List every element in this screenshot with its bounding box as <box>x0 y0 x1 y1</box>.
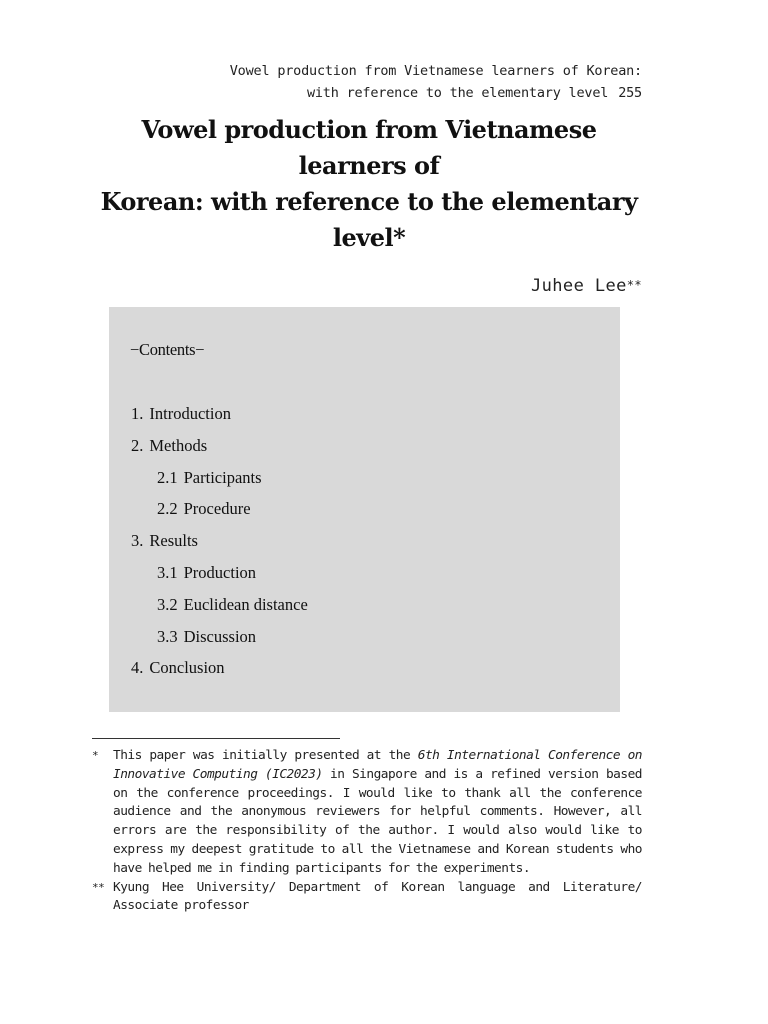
footnote-divider <box>92 738 340 739</box>
toc-item-introduction <box>131 403 308 435</box>
table-of-contents <box>131 403 308 689</box>
toc-label: Discussion <box>183 626 257 646</box>
contents-box <box>109 307 620 712</box>
toc-item-participants <box>131 467 308 499</box>
running-header-line-2 <box>82 82 642 104</box>
toc-number: 3. <box>131 531 144 551</box>
footnote-2-mark: ** <box>92 880 105 894</box>
footnote-2 <box>92 879 642 917</box>
footnote-1-text-after: in Singapore and is a refined version based on the conference proceedings. I would like to thank all the conference audience and the anonymous reviewers for helpful comments. However, all errors are the responsibility of the author. I would also would like to express my deepest gratitude to all the Vietnamese and Korean students who have helped me in finding participants for the experiments. <box>113 766 642 876</box>
toc-number: 3.1 <box>157 562 178 582</box>
author-name: Juhee Lee <box>531 276 627 296</box>
toc-label: Procedure <box>183 499 251 519</box>
toc-item-methods <box>131 435 308 467</box>
toc-item-production <box>131 562 308 594</box>
toc-number: 4. <box>131 658 144 678</box>
toc-item-conclusion <box>131 657 308 689</box>
toc-number: 2.1 <box>157 467 178 487</box>
author-byline <box>531 276 642 296</box>
toc-label: Participants <box>183 467 262 487</box>
toc-label: Introduction <box>149 404 231 423</box>
contents-heading: −Contents− <box>130 340 205 359</box>
footnote-1-conference-name: 6th International Conference on Innovative Computing (IC2023) <box>113 748 642 782</box>
paper-title <box>84 112 654 256</box>
toc-label: Production <box>183 562 257 582</box>
footnotes <box>92 747 642 916</box>
toc-number: 3.2 <box>157 594 178 614</box>
toc-number: 2.2 <box>157 499 178 519</box>
paper-title-line-1: Vowel production from Vietnamese learners of <box>141 115 597 180</box>
toc-number: 3.3 <box>157 626 178 646</box>
toc-item-discussion <box>131 626 308 658</box>
footnote-1-mark: * <box>92 749 99 762</box>
toc-number: 1. <box>131 404 144 423</box>
toc-item-euclidean-distance <box>131 594 308 626</box>
toc-item-procedure <box>131 498 308 530</box>
toc-number: 2. <box>131 435 144 455</box>
author-footnote-mark: ** <box>626 278 642 292</box>
toc-label: Methods <box>149 435 208 455</box>
running-header-line-2-text: with reference to the elementary level <box>306 85 609 101</box>
page-number: 255 <box>618 85 642 101</box>
toc-item-results <box>131 530 308 562</box>
footnote-2-text: Kyung Hee University/ Department of Korean language and Literature/ Associate professor <box>113 879 642 914</box>
paper-title-line-2: Korean: with reference to the elementary <box>100 187 638 216</box>
running-header-line-1: Vowel production from Vietnamese learners of Korean: <box>229 63 642 79</box>
footnote-1-text-before: This paper was initially presented at the <box>113 748 418 763</box>
toc-label: Euclidean distance <box>183 594 308 614</box>
toc-label: Conclusion <box>149 658 225 678</box>
toc-label: Results <box>149 531 198 551</box>
footnote-1 <box>92 747 642 879</box>
paper-title-line-3: level* <box>332 223 406 252</box>
running-header <box>82 60 642 104</box>
